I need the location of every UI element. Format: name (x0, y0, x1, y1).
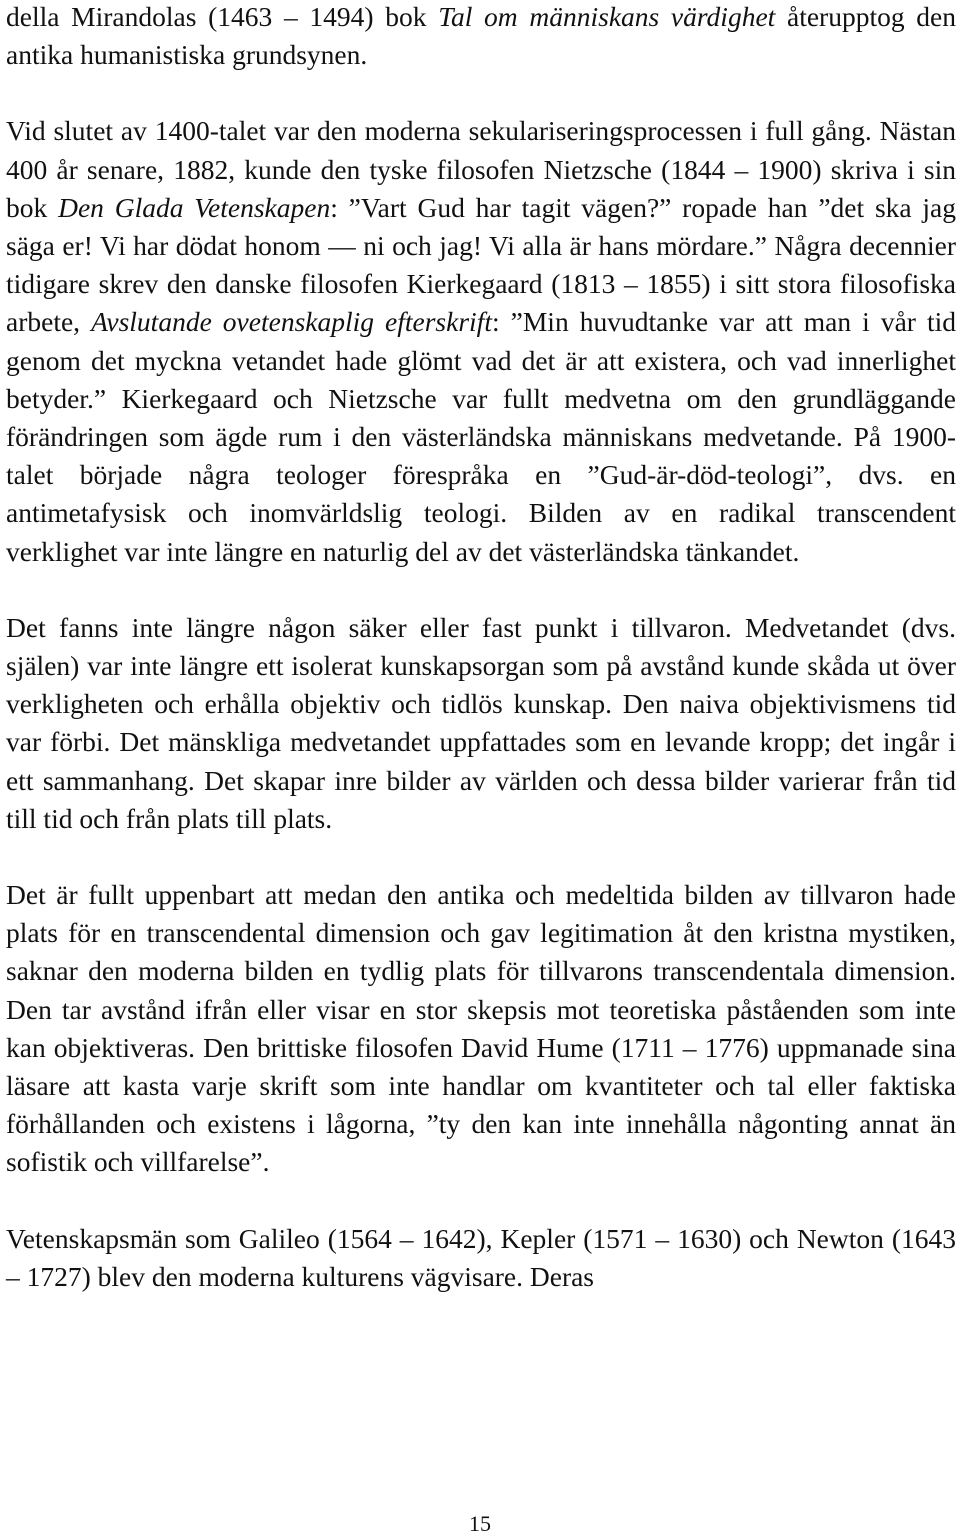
paragraph-2 (6, 112, 956, 570)
paragraph-2-run-1: Vid slutet av 1400-talet var den moderna sekulariseringsprocessen i full gång. Nästan 400 år senare, 1882, kunde den tyske filosofen Nietzsche (1844 – 1900) skriva i sin bok (6, 115, 956, 223)
paragraph-4-run-1: Det är fullt uppenbart att medan den antika och medeltida bilden av tillvaron hade plats för en transcendental dimension och gav legitimation åt den kristna mystiken, saknar den moderna bilden en tydlig plats för tillvarons transcendentala dimension. Den tar avstånd ifrån eller visar en stor skepsis mot teoretiska påståenden som inte kan objektiveras. Den brittiske filosofen David Hume (1711 – 1776) uppmanade sina läsare att kasta varje skrift som inte handlar om kvantiteter och tal eller faktiska förhållanden och existens i lågorna, ”ty den kan inte innehålla någonting annat än sofistik och villfarelse”. (6, 879, 956, 1178)
paragraph-1 (6, 0, 956, 74)
paragraph-2-run-2: Den Glada Vetenskapen (58, 191, 331, 223)
paragraph-5 (6, 1220, 956, 1296)
paragraph-3 (6, 609, 956, 838)
paragraph-1-run-3: återupptog den antika humanistiska grundsynen. (6, 1, 956, 71)
paragraph-2-run-3: : ”Vart Gud har tagit vägen?” ropade han ”det ska jag säga er! Vi har dödat honom — ni och jag! Vi alla är hans mördare.” Några decennier tidigare skrev den danske filosofen Kierkegaard (1813 – 1855) i sitt stora filosofiska arbete, (6, 191, 957, 338)
paragraph-3-run-1: Det fanns inte längre någon säker eller fast punkt i tillvaron. Medvetandet (dvs. själen) var inte längre ett isolerat kunskapsorgan som på avstånd kunde skåda ut över verkligheten och erhålla objektiv och tidlös kunskap. Den naiva objektivismens tid var förbi. Det mänskliga medvetandet uppfattades som en levande kropp; det ingår i ett sammanhang. Det skapar inre bilder av världen och dessa bilder varierar från tid till tid och från plats till plats. (6, 611, 956, 834)
page-number: 15 (469, 1511, 491, 1536)
document-body (6, 0, 956, 1296)
paragraph-4 (6, 876, 956, 1182)
paragraph-5-run-1: Vetenskapsmän som Galileo (1564 – 1642), Kepler (1571 – 1630) och Newton (1643 – 1727) blev den moderna kulturens vägvisare. Deras (6, 1222, 956, 1292)
paragraph-2-run-5: : ”Min huvudtanke var att man i vår tid genom det myckna vetandet hade glömt vad det är att existera, och vad innerlighet betyder.” Kierkegaard och Nietzsche var fullt medvetna om den grundläggande förändringen som ägde rum i den västerländska människans medvetande. På 1900-talet började några teologer förespråka en ”Gud-är-död-teologi”, dvs. en antimetafysisk och inomvärldslig teologi. Bilden av en radikal transcendent verklighet var inte längre en naturlig del av det västerländska tänkandet. (6, 306, 956, 567)
paragraph-1-run-2: Tal om människans värdighet (438, 1, 776, 32)
paragraph-2-run-4: Avslutande ovetenskaplig efterskrift (91, 306, 492, 338)
paragraph-1-run-1: della Mirandolas (1463 – 1494) bok (6, 1, 439, 32)
